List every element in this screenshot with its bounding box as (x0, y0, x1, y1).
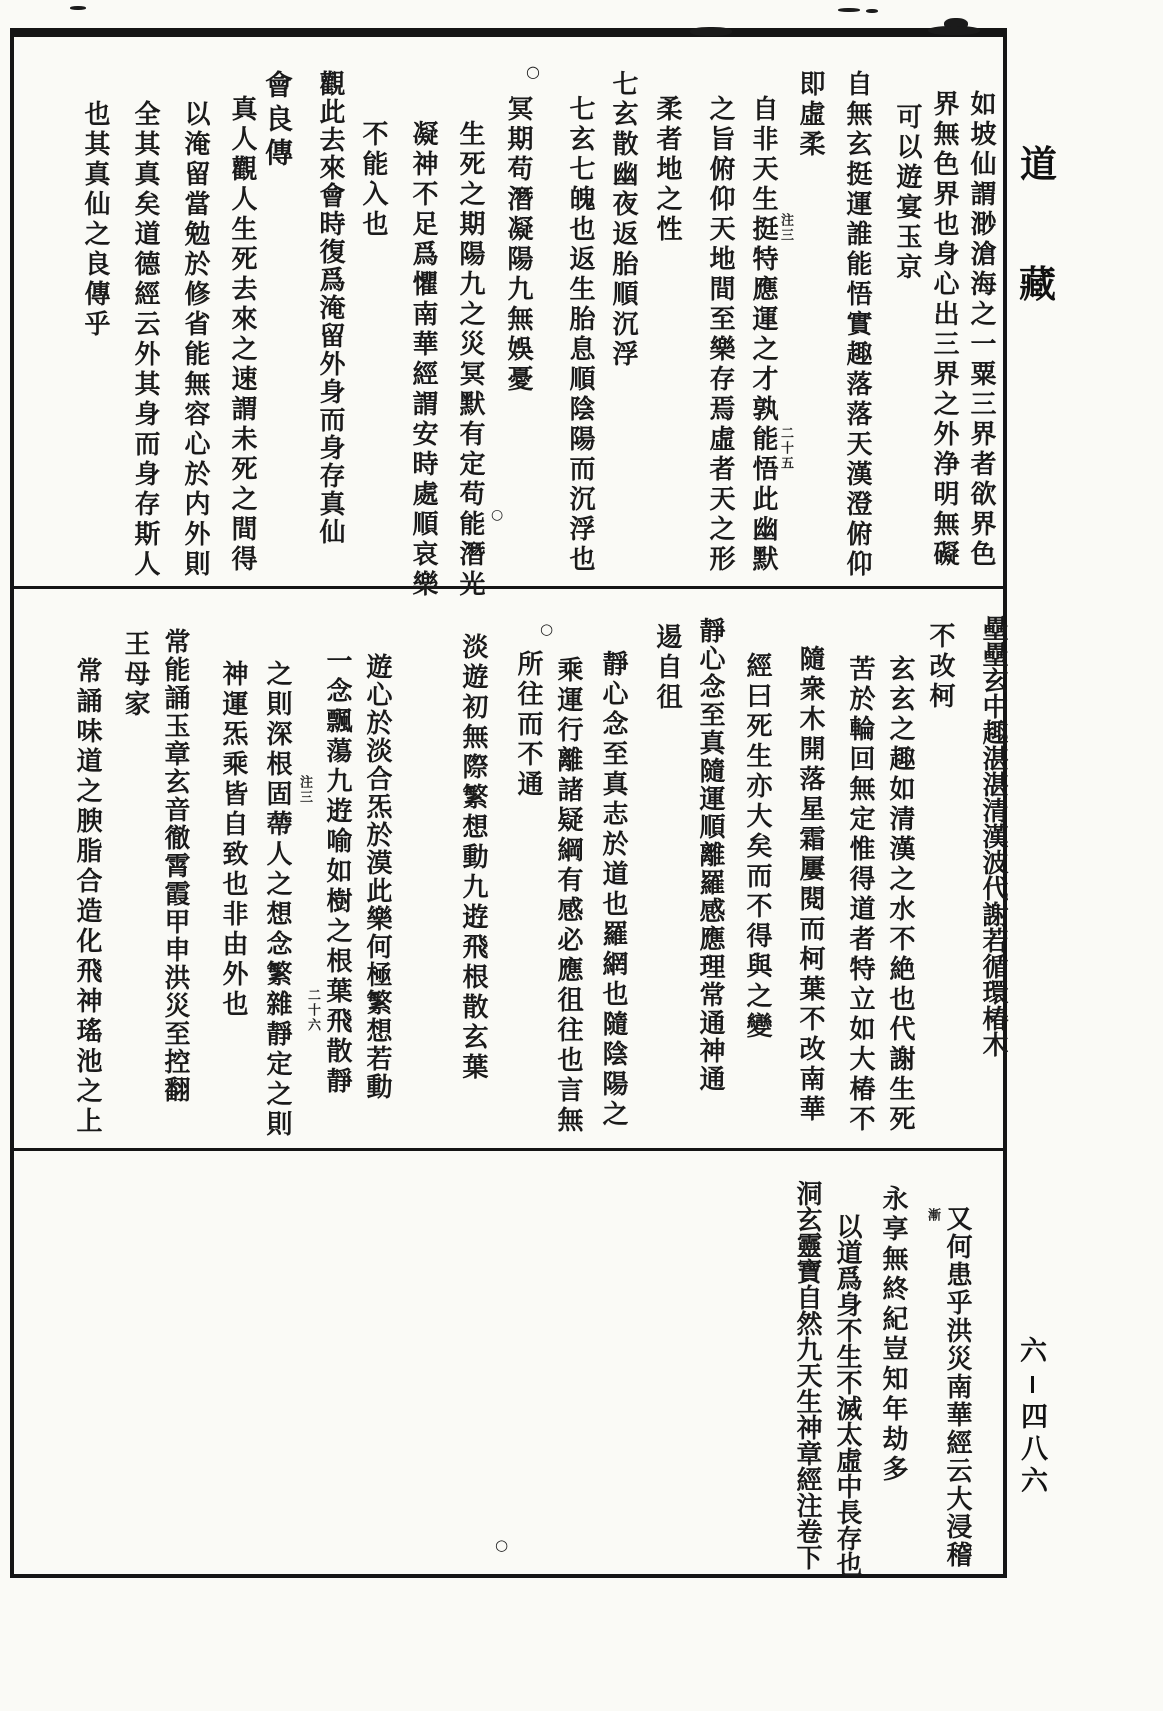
text-column: 逷自徂 (652, 623, 682, 713)
section-divider (10, 586, 1007, 589)
text-column: 靜心念至真隨運順離羅感應理常通神通 (695, 617, 725, 1093)
ink-smudge (70, 6, 86, 10)
text-column: 不能入也 (358, 120, 388, 240)
text-column: 之旨俯仰天地間至樂存焉虛者天之形 (705, 95, 735, 575)
text-column: 凝神不足爲懼南華經謂安時處順哀樂 (408, 120, 438, 600)
text-column: 靜心念至真志於道也羅網也隨陰陽之 (598, 650, 628, 1130)
text-column: 真人觀人生死去來之速謂未死之間得 (227, 95, 257, 575)
text-column: 乘運行離諸疑綱有感必應徂往也言無 (553, 656, 583, 1136)
text-column: 以淹留當勉於修省能無容心於内外則 (180, 100, 210, 580)
section-marker-circle: ○ (491, 507, 504, 523)
ink-smudge (690, 27, 732, 36)
text-column: 王母家 (120, 630, 150, 720)
collation-note: 二十六 (305, 988, 320, 1033)
text-column: 又何患乎洪災南華經云大浸稽 (942, 1205, 972, 1569)
collation-note: 漸 (925, 1208, 940, 1223)
text-column: 經曰死生亦大矣而不得與之變 (742, 652, 772, 1042)
section-marker-circle: ○ (526, 62, 540, 81)
page-number: 四八六 (1016, 1402, 1047, 1498)
text-column: 觀此去來會時復爲淹留外身而身存真仙 (315, 70, 345, 546)
text-column: 玄玄之趣如清漢之水不絶也代謝生死 (885, 655, 915, 1135)
text-column: 壘壘玄中趣湛湛清漢波代謝若循環椿木 (978, 615, 1008, 1057)
collation-note: 二十五 (778, 426, 793, 471)
section-heading: 會良傳 (261, 70, 294, 172)
text-column: 一念飄蕩九逰喻如樹之根葉飛散靜 (322, 647, 352, 1097)
text-column: 自非天生挺特應運之才孰能悟此幽默 (748, 95, 778, 575)
text-column: 不改柯 (925, 622, 955, 712)
section-marker-circle: ○ (495, 1536, 509, 1554)
ink-smudge (838, 8, 860, 12)
text-column: 七玄散幽夜返胎順沉浮 (608, 70, 638, 370)
text-column: 冥期苟潛凝陽九無娛憂 (503, 95, 533, 395)
text-column: 以道爲身不生不滅太虛中長存也 (832, 1213, 862, 1577)
ink-smudge (928, 26, 980, 35)
text-column: 生死之期陽九之災冥默有定苟能潛光 (455, 120, 485, 600)
text-column: 隨衆木開落星霜屢閱而柯葉不改南華 (795, 645, 825, 1125)
text-column: 神運炁乘皆自致也非由外也 (218, 660, 248, 1020)
text-column: 苦於輪回無定惟得道者特立如大椿不 (845, 655, 875, 1135)
text-column: 界無色界也身心出三界之外浄明無礙 (929, 90, 959, 570)
text-column: 常能誦玉章玄音徹霄霞甲申洪災至控翻 (160, 628, 190, 1104)
canon-title-char: 藏 (1019, 262, 1056, 306)
text-column: 如坡仙謂渺滄海之一粟三界者欲界色 (966, 90, 996, 570)
volume-number: 六 (1015, 1336, 1046, 1368)
text-column: 可以遊宴玉京 (892, 103, 922, 283)
collation-note: 注三 (778, 213, 793, 243)
text-column: 永享無終紀豈知年劫多 (878, 1185, 908, 1485)
text-column: 自無玄挺運誰能悟實趣落落天漢澄俯仰 (842, 70, 872, 580)
text-column: 也其真仙之良傳乎 (80, 100, 110, 340)
text-column: 遊心於淡合炁於漠此樂何極繁想若動 (362, 653, 392, 1101)
volume-page-separator (1031, 1376, 1034, 1393)
section-divider (10, 1148, 1007, 1151)
text-column: 全其真矣道德經云外其身而身存斯人 (130, 100, 160, 580)
text-column: 所往而不通 (513, 650, 543, 800)
text-column: 即虛柔 (795, 70, 825, 160)
text-column: 柔者地之性 (652, 95, 682, 245)
collation-note: 注三 (297, 775, 312, 805)
text-column: 常誦味道之腴脂合造化飛神瑤池之上 (72, 657, 102, 1137)
text-column: 七玄七魄也返生胎息順陰陽而沉浮也 (565, 95, 595, 575)
closing-title-column: 洞玄靈寶自然九天生神章經注卷下 (792, 1180, 822, 1570)
section-marker-circle: ○ (540, 620, 554, 638)
canon-title-char: 道 (1020, 142, 1057, 186)
ink-smudge (866, 9, 878, 13)
text-column: 淡遊初無際繁想動九逰飛根散玄葉 (458, 633, 488, 1083)
text-column: 之則深根固蔕人之想念繁雜靜定之則 (262, 660, 292, 1140)
